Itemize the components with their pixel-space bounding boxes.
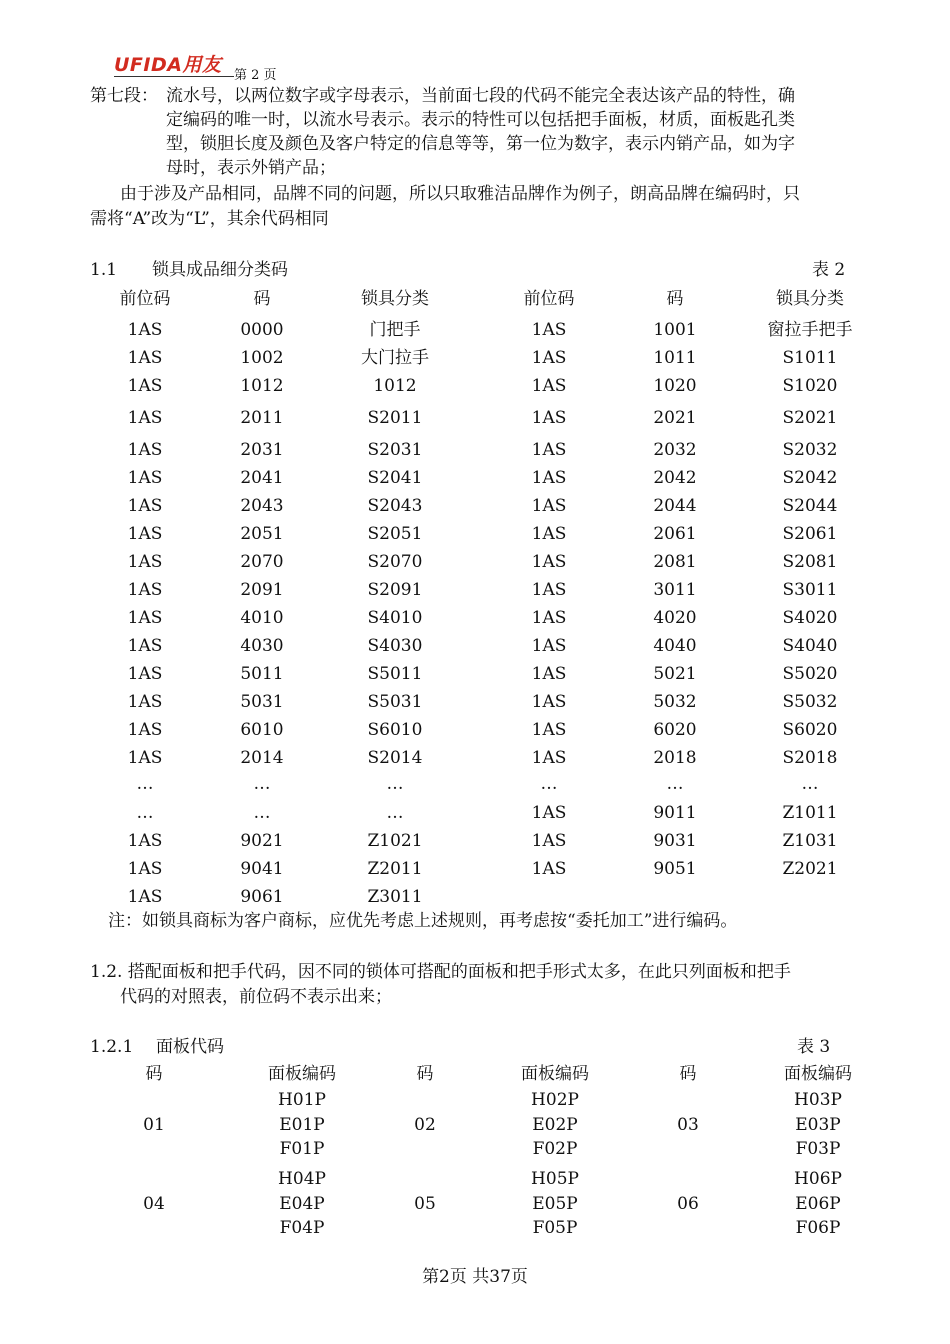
table-cell: S2031 <box>367 440 423 460</box>
table-cell: 1AS <box>127 887 163 907</box>
panel-encoding: H01P <box>278 1090 326 1110</box>
table-cell: S2018 <box>782 748 838 768</box>
panel-encoding: E02P <box>532 1114 578 1135</box>
table-cell: S2070 <box>367 552 423 572</box>
section-1-1-title: 锁具成品细分类码 <box>152 260 288 280</box>
table-cell: 1AS <box>127 440 163 460</box>
table-cell: 2081 <box>653 552 697 572</box>
table-cell: 1AS <box>127 552 163 572</box>
table-cell: 4020 <box>653 608 697 628</box>
table-cell: 9011 <box>653 803 697 823</box>
table-cell: 1AS <box>531 468 567 488</box>
table-cell: 1AS <box>127 664 163 684</box>
panel-encoding: E04P <box>279 1193 325 1214</box>
table-cell: S2081 <box>782 552 838 572</box>
table-cell: 2018 <box>653 748 697 768</box>
table-cell: 1AS <box>531 376 567 396</box>
table-2-header-cell: 码 <box>253 289 271 309</box>
table-cell: 4030 <box>240 636 284 656</box>
table-3-header-cell: 面板编码 <box>268 1064 336 1084</box>
table-cell: 1AS <box>531 552 567 572</box>
table-cell: 2044 <box>653 496 697 516</box>
table-3-header-cell: 码 <box>416 1064 434 1084</box>
seventh-line-1: 流水号，以两位数字或字母表示，当前面七段的代码不能完全表达该产品的特性，确 <box>166 86 795 106</box>
panel-code: 01 <box>143 1114 165 1135</box>
panel-encoding: F01P <box>279 1139 325 1159</box>
table-cell: 1001 <box>653 320 697 340</box>
table-cell: 1AS <box>127 320 163 340</box>
panel-code: 05 <box>414 1193 436 1214</box>
seventh-line-3: 型，锁胆长度及颜色及客户特定的信息等等，第一位为数字，表示内销产品，如为字 <box>166 134 795 154</box>
panel-code: 03 <box>677 1114 699 1135</box>
panel-encoding: E01P <box>279 1114 325 1135</box>
table-cell: 1AS <box>127 524 163 544</box>
table-cell: 2032 <box>653 440 697 460</box>
table-cell: S3011 <box>782 580 838 600</box>
panel-encoding: H05P <box>531 1169 579 1189</box>
table-cell: 9031 <box>653 831 697 851</box>
table-cell: 1AS <box>531 664 567 684</box>
table-cell: 1AS <box>531 496 567 516</box>
table-cell: 1AS <box>531 348 567 368</box>
table-cell: 1AS <box>127 636 163 656</box>
table-cell: 1AS <box>531 320 567 340</box>
table-cell: 2031 <box>240 440 284 460</box>
panel-encoding: E05P <box>532 1193 578 1214</box>
table-cell: S5032 <box>782 692 838 712</box>
table-cell: 2011 <box>240 408 284 428</box>
section-1-2-1-title: 面板代码 <box>156 1037 224 1057</box>
table-cell: 2043 <box>240 496 284 516</box>
table-cell: 1AS <box>531 720 567 740</box>
table-cell: 1AS <box>127 831 163 851</box>
table-cell: … <box>253 774 271 794</box>
table-cell: 1AS <box>127 408 163 428</box>
table-cell: S2061 <box>782 524 838 544</box>
panel-encoding: F02P <box>532 1139 578 1159</box>
table-cell: 1020 <box>653 376 697 396</box>
table-cell: S5031 <box>367 692 423 712</box>
table-cell: S2011 <box>367 408 423 428</box>
table-cell: 1AS <box>127 468 163 488</box>
seventh-segment-label: 第七段： <box>90 86 158 106</box>
table-cell: 1012 <box>373 376 417 396</box>
table-cell: S2044 <box>782 496 838 516</box>
table-cell: 1012 <box>240 376 284 396</box>
brand-line-2: 需将“A”改为“L”，其余代码相同 <box>90 209 329 229</box>
table-3-header-cell: 面板编码 <box>784 1064 852 1084</box>
table-cell: S2041 <box>367 468 423 488</box>
table-cell: 5032 <box>653 692 697 712</box>
table-cell: 2061 <box>653 524 697 544</box>
table-cell: 1AS <box>127 692 163 712</box>
section-1-1-number: 1.1 <box>90 260 118 280</box>
table-cell: … <box>666 774 684 794</box>
table-cell: 1AS <box>531 580 567 600</box>
table-2-header-cell: 前位码 <box>119 289 171 309</box>
panel-encoding: F04P <box>279 1218 325 1238</box>
seventh-line-2: 定编码的唯一时，以流水号表示。表示的特性可以包括把手面板，材质，面板匙孔类 <box>166 110 795 130</box>
table-cell: S2021 <box>782 408 838 428</box>
table-cell: S2032 <box>782 440 838 460</box>
table-cell: Z1011 <box>782 803 838 823</box>
section-1-2-1-number: 1.2.1 <box>90 1037 134 1057</box>
table-cell: Z1031 <box>782 831 838 851</box>
panel-encoding: H02P <box>531 1090 579 1110</box>
table-cell: 1AS <box>531 859 567 879</box>
table-cell: 9021 <box>240 831 284 851</box>
table-cell: Z2021 <box>782 859 838 879</box>
table-cell: … <box>136 774 154 794</box>
table-cell: S5020 <box>782 664 838 684</box>
table-cell: 1AS <box>531 748 567 768</box>
table-cell: 1011 <box>653 348 697 368</box>
panel-encoding: F05P <box>532 1218 578 1238</box>
table-cell: Z1021 <box>367 831 423 851</box>
table-3-header-cell: 面板编码 <box>521 1064 589 1084</box>
table-cell: 5011 <box>240 664 284 684</box>
table-cell: S6010 <box>367 720 423 740</box>
table-cell: 1AS <box>531 692 567 712</box>
table-cell: 1AS <box>531 524 567 544</box>
table-cell: … <box>386 803 404 823</box>
table-2-header-cell: 锁具分类 <box>361 289 429 309</box>
table-cell: S2051 <box>367 524 423 544</box>
table-cell: 2014 <box>240 748 284 768</box>
table-2-label: 表 2 <box>812 260 846 280</box>
page-footer: 第2页 共37页 <box>422 1267 528 1287</box>
table-cell: … <box>253 803 271 823</box>
table-cell: 3011 <box>653 580 697 600</box>
table-2-note: 注：如锁具商标为客户商标，应优先考虑上述规则，再考虑按“委托加工”进行编码。 <box>108 911 738 931</box>
table-cell: 1AS <box>127 608 163 628</box>
table-cell: S2043 <box>367 496 423 516</box>
table-cell: 大门拉手 <box>361 348 429 368</box>
table-cell: 1AS <box>531 608 567 628</box>
table-cell: S2042 <box>782 468 838 488</box>
table-cell: 4040 <box>653 636 697 656</box>
table-cell: Z3011 <box>367 887 423 907</box>
table-2-header-cell: 前位码 <box>523 289 575 309</box>
table-cell: 9061 <box>240 887 284 907</box>
table-cell: 2042 <box>653 468 697 488</box>
table-2-header-cell: 码 <box>666 289 684 309</box>
table-cell: 1002 <box>240 348 284 368</box>
table-cell: … <box>386 774 404 794</box>
table-cell: … <box>801 774 819 794</box>
table-cell: S4040 <box>782 636 838 656</box>
table-cell: 2041 <box>240 468 284 488</box>
table-cell: 1AS <box>531 636 567 656</box>
logo-text: UFIDA用友 <box>114 54 222 76</box>
table-cell: 1AS <box>127 376 163 396</box>
table-cell: 2021 <box>653 408 697 428</box>
seventh-line-4: 母时，表示外销产品； <box>166 158 336 178</box>
panel-code: 02 <box>414 1114 436 1135</box>
table-cell: 1AS <box>127 580 163 600</box>
table-cell: 4010 <box>240 608 284 628</box>
panel-encoding: H03P <box>794 1090 842 1110</box>
panel-encoding: E06P <box>795 1193 841 1214</box>
table-cell: 1AS <box>531 831 567 851</box>
table-cell: 5021 <box>653 664 697 684</box>
section-1-2-line-2: 代码的对照表，前位码不表示出来； <box>120 987 392 1007</box>
table-cell: S4010 <box>367 608 423 628</box>
panel-code: 06 <box>677 1193 699 1214</box>
table-cell: 9041 <box>240 859 284 879</box>
table-cell: 1AS <box>127 720 163 740</box>
header-rule <box>114 76 234 77</box>
table-cell: 1AS <box>127 748 163 768</box>
panel-encoding: E03P <box>795 1114 841 1135</box>
table-cell: 1AS <box>127 859 163 879</box>
panel-code: 04 <box>143 1193 165 1214</box>
panel-encoding: H04P <box>278 1169 326 1189</box>
table-3-header-cell: 码 <box>679 1064 697 1084</box>
table-cell: 窗拉手把手 <box>767 320 853 340</box>
table-cell: 6010 <box>240 720 284 740</box>
table-cell: 0000 <box>240 320 284 340</box>
table-2-header-cell: 锁具分类 <box>776 289 844 309</box>
table-cell: S5011 <box>367 664 423 684</box>
header-page-label: 第 2 页 <box>234 68 277 83</box>
table-cell: S1011 <box>782 348 838 368</box>
panel-encoding: F06P <box>795 1218 841 1238</box>
table-cell: 2091 <box>240 580 284 600</box>
table-cell: S4030 <box>367 636 423 656</box>
table-cell: 1AS <box>531 440 567 460</box>
table-cell: S2091 <box>367 580 423 600</box>
panel-encoding: H06P <box>794 1169 842 1189</box>
panel-encoding: F03P <box>795 1139 841 1159</box>
ufida-logo <box>114 54 221 76</box>
table-cell: 9051 <box>653 859 697 879</box>
table-cell: 2051 <box>240 524 284 544</box>
table-cell: … <box>540 774 558 794</box>
brand-line-1: 由于涉及产品相同，品牌不同的问题，所以只取雅洁品牌作为例子，朗高品牌在编码时，只 <box>120 184 800 204</box>
table-cell: 1AS <box>127 348 163 368</box>
table-3-label: 表 3 <box>797 1037 831 1057</box>
section-1-2-line-1: 1.2. 搭配面板和把手代码，因不同的锁体可搭配的面板和把手形式太多，在此只列面板和把手 <box>90 962 791 982</box>
table-cell: S4020 <box>782 608 838 628</box>
table-cell: 2070 <box>240 552 284 572</box>
table-cell: S2014 <box>367 748 423 768</box>
table-cell: 1AS <box>531 408 567 428</box>
table-cell: 5031 <box>240 692 284 712</box>
table-3-header-cell: 码 <box>145 1064 163 1084</box>
table-cell: 1AS <box>531 803 567 823</box>
table-cell: 6020 <box>653 720 697 740</box>
table-cell: 1AS <box>127 496 163 516</box>
table-cell: … <box>136 803 154 823</box>
table-cell: S1020 <box>782 376 838 396</box>
table-cell: S6020 <box>782 720 838 740</box>
table-cell: 门把手 <box>369 320 421 340</box>
table-cell: Z2011 <box>367 859 423 879</box>
